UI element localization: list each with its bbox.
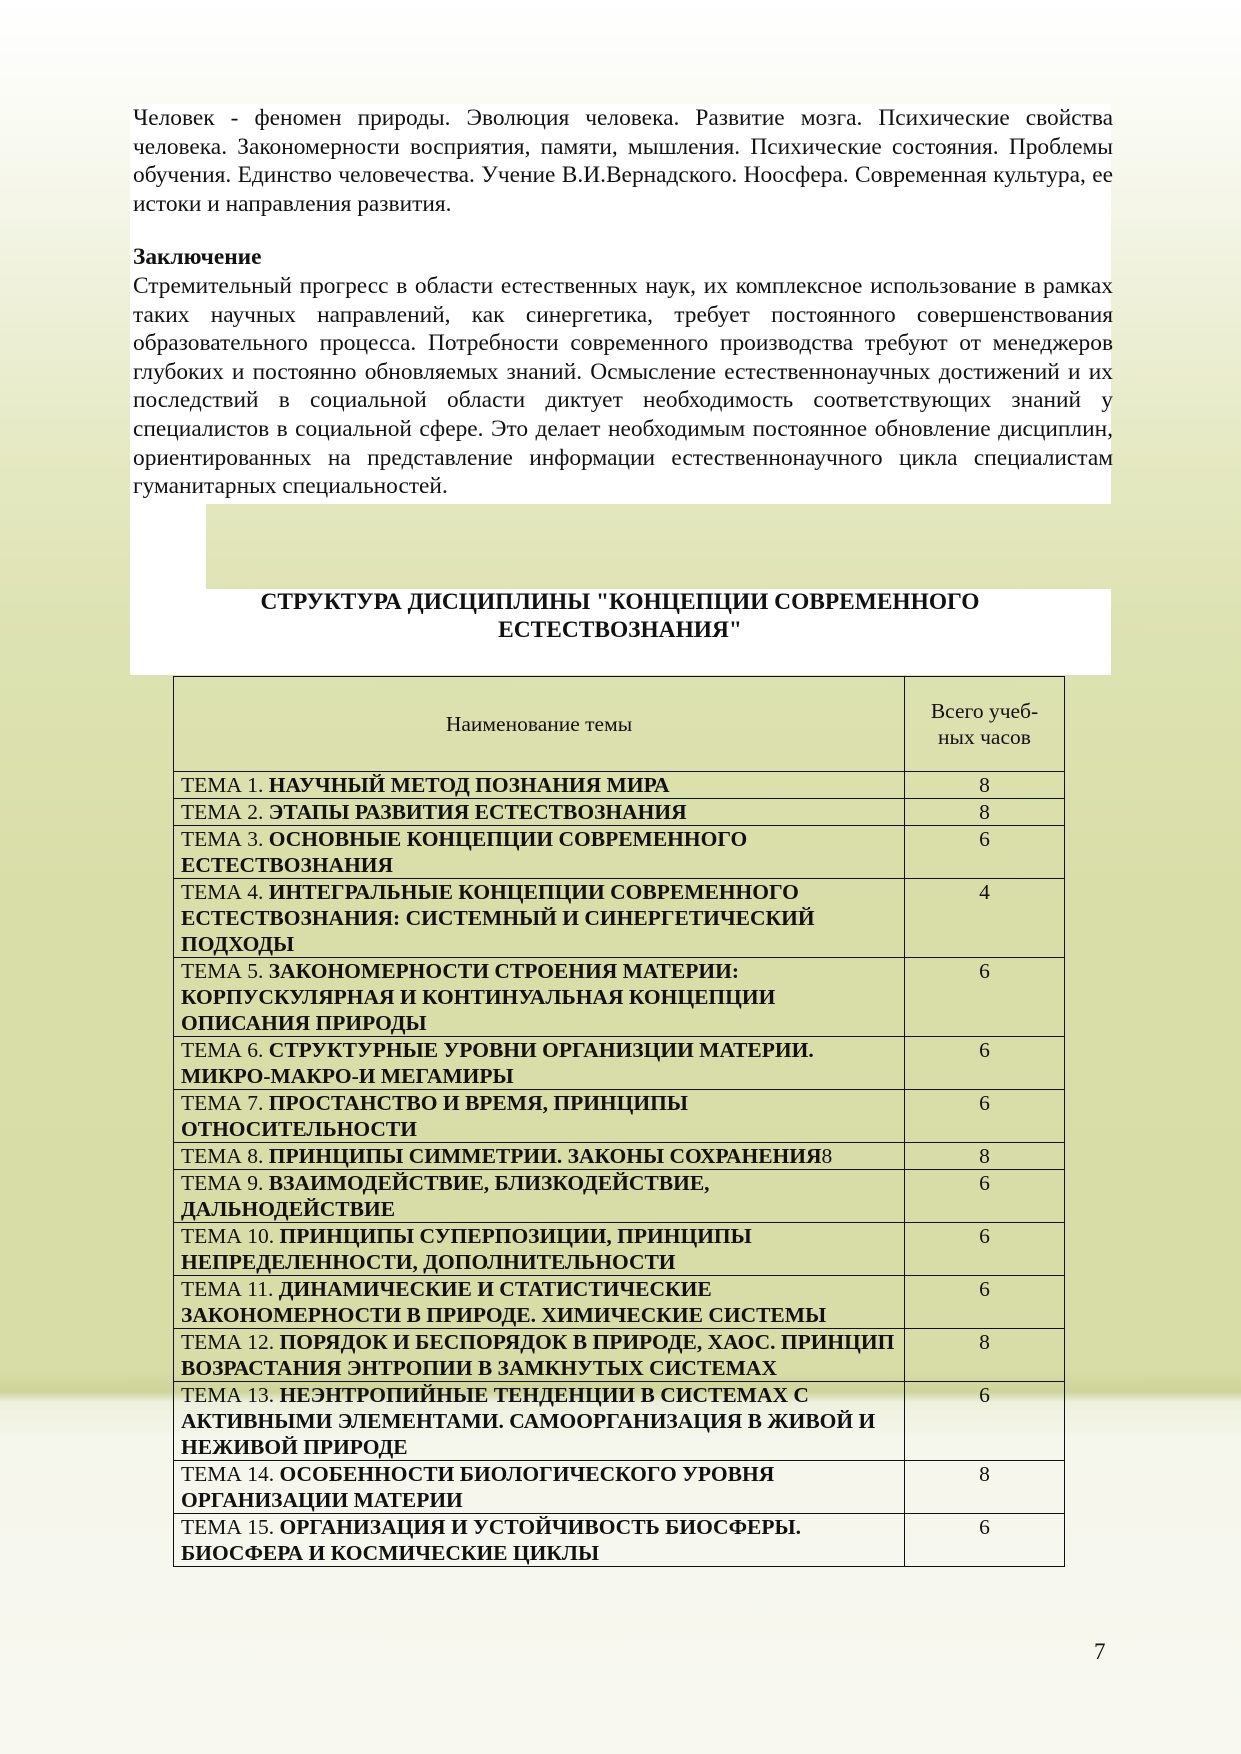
topic-number: ТЕМА 7.	[181, 1091, 269, 1115]
topic-cell	[174, 1461, 905, 1514]
table-row	[174, 879, 1065, 958]
topic-cell	[174, 1170, 905, 1223]
table-row	[174, 958, 1065, 1037]
topic-cell	[174, 1037, 905, 1090]
topic-number: ТЕМА 13.	[181, 1383, 280, 1407]
topic-number: ТЕМА 2.	[181, 800, 269, 824]
intro-paragraph: Человек - феномен природы. Эволюция человека. Развитие мозга. Психические свойства человека. Закономерности восприятия, памяти, мышления. Психические состояния. Проблемы обучения. Единство человечества. Учение В.И.Вернадского. Ноосфера. Современная культура, ее истоки и направления развития.	[133, 105, 1113, 217]
hours-cell: 6	[905, 1170, 1065, 1223]
topic-number: ТЕМА 10.	[181, 1224, 280, 1248]
topic-number: ТЕМА 3.	[181, 827, 269, 851]
hours-cell: 8	[905, 1461, 1065, 1514]
table-row	[174, 1037, 1065, 1090]
topic-title: ДИНАМИЧЕСКИЕ И СТАТИСТИЧЕСКИЕ ЗАКОНОМЕРНОСТИ В ПРИРОДЕ. ХИМИЧЕСКИЕ СИСТЕМЫ	[181, 1277, 827, 1327]
topic-cell	[174, 879, 905, 958]
topic-number: ТЕМА 8.	[181, 1144, 269, 1168]
hours-cell: 6	[905, 1382, 1065, 1461]
topic-title: ЭТАПЫ РАЗВИТИЯ ЕСТЕСТВОЗНАНИЯ	[268, 800, 687, 824]
table-row	[174, 1329, 1065, 1382]
table-row	[174, 1276, 1065, 1329]
table-row	[174, 1223, 1065, 1276]
topic-title: ИНТЕГРАЛЬНЫЕ КОНЦЕПЦИИ СОВРЕМЕННОГО ЕСТЕСТВОЗНАНИЯ: СИСТЕМНЫЙ И СИНЕРГЕТИЧЕСКИЙ ПОДХОДЫ	[181, 880, 815, 956]
table-row	[174, 826, 1065, 879]
header-hours-line-1: Всего учеб-	[930, 699, 1039, 723]
structure-title	[130, 588, 1110, 644]
topic-title: ЗАКОНОМЕРНОСТИ СТРОЕНИЯ МАТЕРИИ: КОРПУСКУЛЯРНАЯ И КОНТИНУАЛЬНАЯ КОНЦЕПЦИИ ОПИСАНИЯ ПРИРОДЫ	[181, 959, 776, 1035]
topic-cell	[174, 1382, 905, 1461]
table-row	[174, 1090, 1065, 1143]
topic-title: ПРОСТАНСТВО И ВРЕМЯ, ПРИНЦИПЫ ОТНОСИТЕЛЬНОСТИ	[181, 1091, 688, 1141]
topic-number: ТЕМА 9.	[181, 1171, 269, 1195]
topic-title: СТРУКТУРНЫЕ УРОВНИ ОРГАНИЗЦИИ МАТЕРИИ. МИКРО-МАКРО-И МЕГАМИРЫ	[181, 1038, 814, 1088]
header-topic: Наименование темы	[174, 677, 905, 772]
hours-cell: 4	[905, 879, 1065, 958]
topic-number: ТЕМА 12.	[181, 1330, 280, 1354]
topic-cell	[174, 1329, 905, 1382]
structure-table-body	[174, 772, 1065, 1567]
table-row	[174, 1143, 1065, 1170]
topic-cell	[174, 1223, 905, 1276]
topic-suffix: 8	[821, 1144, 833, 1168]
structure-title-line-1: СТРУКТУРА ДИСЦИПЛИНЫ "КОНЦЕПЦИИ СОВРЕМЕННОГО	[260, 589, 980, 615]
page-number: 7	[1094, 1639, 1106, 1664]
header-hours-line-2: ных часов	[938, 725, 1031, 749]
hours-cell: 6	[905, 1037, 1065, 1090]
hours-cell: 8	[905, 1329, 1065, 1382]
hours-cell: 6	[905, 826, 1065, 879]
topic-number: ТЕМА 11.	[181, 1277, 279, 1301]
topic-title: ОСНОВНЫЕ КОНЦЕПЦИИ СОВРЕМЕННОГО ЕСТЕСТВОЗНАНИЯ	[181, 827, 748, 877]
hours-cell: 8	[905, 772, 1065, 799]
topic-title: НАУЧНЫЙ МЕТОД ПОЗНАНИЯ МИРА	[268, 773, 670, 797]
topic-number: ТЕМА 5.	[181, 959, 269, 983]
table-row	[174, 799, 1065, 826]
conclusion-heading: Заключение	[133, 244, 262, 270]
topic-cell	[174, 1276, 905, 1329]
hours-cell: 6	[905, 958, 1065, 1037]
topic-cell	[174, 1090, 905, 1143]
hours-cell: 8	[905, 799, 1065, 826]
table-row	[174, 1170, 1065, 1223]
topic-number: ТЕМА 6.	[181, 1038, 269, 1062]
topic-title: ВЗАИМОДЕЙСТВИЕ, БЛИЗКОДЕЙСТВИЕ, ДАЛЬНОДЕЙСТВИЕ	[181, 1171, 710, 1221]
topic-title: ОРГАНИЗАЦИЯ И УСТОЙЧИВОСТЬ БИОСФЕРЫ. БИОСФЕРА И КОСМИЧЕСКИЕ ЦИКЛЫ	[181, 1515, 802, 1565]
hours-cell: 8	[905, 1143, 1065, 1170]
topic-title: ПРИНЦИПЫ СУПЕРПОЗИЦИИ, ПРИНЦИПЫ НЕПРЕДЕЛЕННОСТИ, ДОПОЛНИТЕЛЬНОСТИ	[181, 1224, 752, 1274]
topic-title: НЕЭНТРОПИЙНЫЕ ТЕНДЕНЦИИ В СИСТЕМАХ С АКТИВНЫМИ ЭЛЕМЕНТАМИ. САМООРГАНИЗАЦИЯ В ЖИВОЙ И НЕЖИВОЙ ПРИРОДЕ	[181, 1383, 876, 1459]
topic-cell	[174, 826, 905, 879]
conclusion-paragraph: Стремительный прогресс в области естественных наук, их комплексное использование в рамках таких научных направлений, как синергетика, требует постоянного совершенствования образовательного процесса. Потребности современного производства требуют от менеджеров глубоких и постоянно обновляемых знаний. Осмысление естественнонаучных достижений и их последствий в социальной области диктует необходимость соответствующих знаний у специалистов в социальной сфере. Это делает необходимым постоянное обновление дисциплин, ориентированных на представление информации естественнонаучного цикла специалистам гуманитарных специальностей.	[133, 273, 1113, 500]
hours-cell: 6	[905, 1090, 1065, 1143]
topic-number: ТЕМА 15.	[181, 1515, 280, 1539]
hours-cell: 6	[905, 1514, 1065, 1567]
topic-title: ОСОБЕННОСТИ БИОЛОГИЧЕСКОГО УРОВНЯ ОРГАНИЗАЦИИ МАТЕРИИ	[181, 1462, 775, 1512]
topic-title: ПОРЯДОК И БЕСПОРЯДОК В ПРИРОДЕ, ХАОС. ПРИНЦИП ВОЗРАСТАНИЯ ЭНТРОПИИ В ЗАМКНУТЫХ СИСТЕМАХ	[181, 1330, 895, 1380]
table-row	[174, 1382, 1065, 1461]
header-hours	[905, 677, 1065, 772]
text-backdrop-step	[130, 504, 206, 590]
topic-title: ПРИНЦИПЫ СИММЕТРИИ. ЗАКОНЫ СОХРАНЕНИЯ	[268, 1144, 822, 1168]
topic-cell	[174, 958, 905, 1037]
topic-number: ТЕМА 1.	[181, 773, 269, 797]
topic-cell	[174, 1514, 905, 1567]
topic-cell	[174, 799, 905, 826]
topic-cell	[174, 1143, 905, 1170]
topic-number: ТЕМА 14.	[181, 1462, 280, 1486]
table-row	[174, 1461, 1065, 1514]
topic-cell	[174, 772, 905, 799]
structure-table	[173, 676, 1065, 1567]
table-row	[174, 772, 1065, 799]
topic-number: ТЕМА 4.	[181, 880, 269, 904]
structure-title-line-2: ЕСТЕСТВОЗНАНИЯ"	[498, 617, 742, 643]
hours-cell: 6	[905, 1223, 1065, 1276]
table-row	[174, 1514, 1065, 1567]
hours-cell: 6	[905, 1276, 1065, 1329]
table-header-row	[174, 677, 1065, 772]
